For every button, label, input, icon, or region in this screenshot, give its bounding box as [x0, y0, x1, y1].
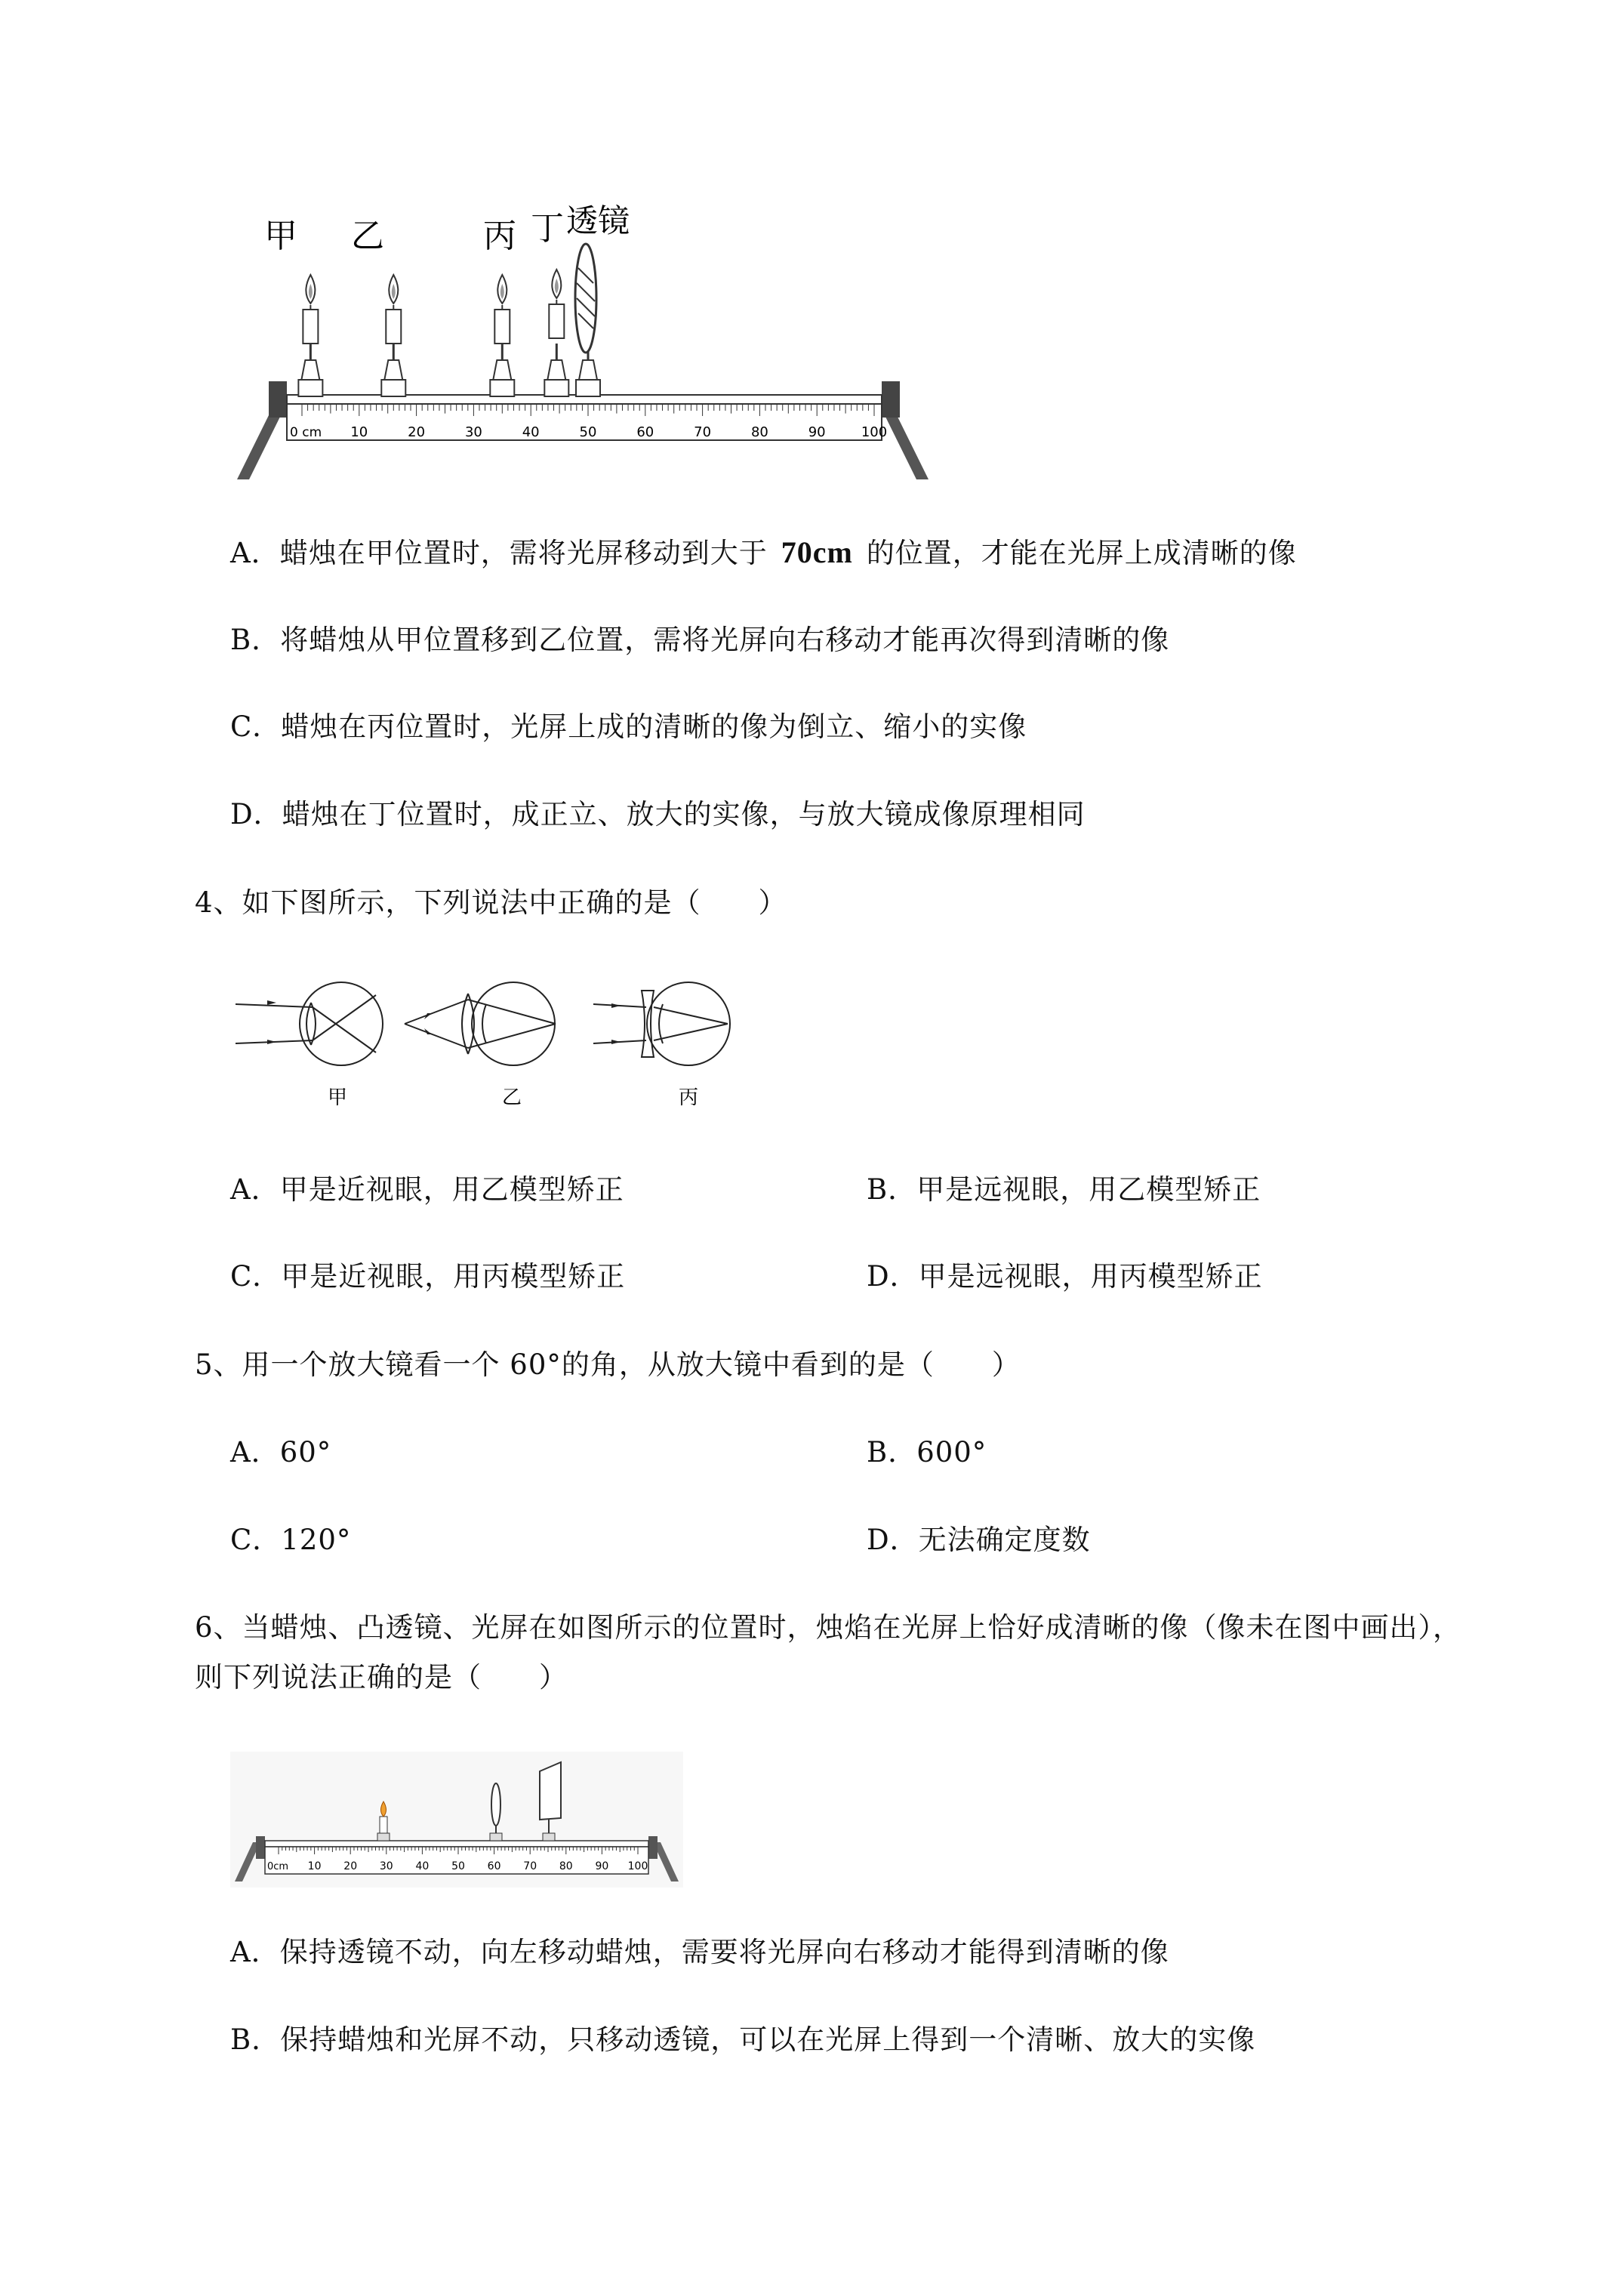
q3-option-a: [230, 535, 1297, 572]
candle-ding: [544, 270, 568, 396]
fig1-tick-label: 50: [579, 424, 597, 440]
option-a-suffix: 的位置，才能在光屏上成清晰的像: [866, 537, 1297, 569]
q4-option-c: C．甲是近视眼，用丙模型矫正: [230, 1260, 626, 1293]
fig2-tick-label: 80: [559, 1860, 573, 1872]
q6-stem-line1: 6、当蜡烛、凸透镜、光屏在如图所示的位置时，烛焰在光屏上恰好成清晰的像（像未在图中画出），: [195, 1611, 1462, 1644]
option-a-value: 70cm: [781, 535, 853, 569]
q5-option-a: A．60°: [230, 1436, 332, 1469]
scale-unit-label: 0 cm: [290, 425, 322, 440]
q3-option-c: C．蜡烛在丙位置时，光屏上成的清晰的像为倒立、缩小的实像: [230, 710, 1027, 743]
candle-bing: [490, 275, 514, 396]
fig1-tick-label: 70: [694, 424, 712, 440]
q6-stem-line2: 则下列说法正确的是（ ）: [195, 1661, 568, 1693]
fig1-tick-label: 40: [522, 424, 540, 440]
bench-leg-left: [237, 415, 281, 479]
label-yi: 乙: [351, 217, 384, 255]
q4-option-b: B．甲是远视眼，用乙模型矫正: [867, 1173, 1261, 1206]
bench-end-left: [269, 381, 287, 418]
optical-bench-figure-2: [230, 1752, 683, 1888]
fig2-tick-label: 30: [379, 1860, 393, 1872]
q6-option-b: B．保持蜡烛和光屏不动，只移动透镜，可以在光屏上得到一个清晰、放大的实像: [230, 2023, 1256, 2056]
q4-option-a: A．甲是近视眼，用乙模型矫正: [230, 1173, 624, 1206]
label-jia: 甲: [264, 217, 297, 255]
bench-leg-right: [885, 415, 929, 479]
eye-label-jia: 甲: [327, 1086, 348, 1109]
optical-bench-figure-1: [226, 200, 936, 491]
eye-diagrams-figure: [226, 974, 755, 1117]
fig2-tick-label: 100: [627, 1860, 648, 1872]
q3-option-b: B．将蜡烛从甲位置移到乙位置，需将光屏向右移动才能再次得到清晰的像: [230, 624, 1170, 656]
q5-stem: 5、用一个放大镜看一个 60°的角，从放大镜中看到的是（ ）: [195, 1348, 1021, 1381]
fig2-scale-unit: 0cm: [267, 1861, 289, 1872]
fig1-tick-label: 100: [861, 424, 888, 440]
q6-option-a: A．保持透镜不动，向左移动蜡烛，需要将光屏向右移动才能得到清晰的像: [230, 1936, 1169, 1968]
fig2-tick-label: 70: [523, 1860, 537, 1872]
q5-option-c: C．120°: [230, 1524, 352, 1556]
q5-option-b: B．600°: [867, 1436, 987, 1469]
fig2-tick-label: 90: [595, 1860, 609, 1872]
label-ding: 丁: [531, 209, 564, 248]
fig2-tick-label: 20: [343, 1860, 358, 1872]
fig1-tick-label: 60: [636, 424, 654, 440]
q5-option-d: D．无法确定度数: [867, 1524, 1091, 1556]
q4-option-d: D．甲是远视眼，用丙模型矫正: [867, 1260, 1263, 1293]
fig1-tick-label: 20: [408, 424, 426, 440]
candle-yi: [381, 275, 405, 396]
fig2-tick-label: 50: [451, 1860, 465, 1872]
option-a-prefix: A．蜡烛在甲位置时，需将光屏移动到大于: [230, 537, 768, 569]
fig1-tick-label: 10: [350, 424, 368, 440]
label-bing: 丙: [483, 217, 516, 255]
candle-jia: [298, 275, 322, 396]
fig1-tick-label: 90: [808, 424, 826, 440]
q4-stem: 4、如下图所示，下列说法中正确的是（ ）: [195, 886, 787, 919]
q3-option-d: D．蜡烛在丁位置时，成正立、放大的实像，与放大镜成像原理相同: [230, 798, 1086, 831]
eye-yi: [405, 982, 556, 1065]
fig2-tick-label: 40: [415, 1860, 430, 1872]
eye-jia: [236, 982, 383, 1065]
eye-bing: [593, 982, 730, 1065]
eye-label-yi: 乙: [501, 1086, 522, 1109]
label-lens: 透镜: [565, 202, 630, 239]
lens-holder: [576, 351, 600, 396]
convex-lens: [575, 244, 596, 353]
fig1-tick-label: 30: [464, 424, 482, 440]
bench-end-right: [882, 381, 900, 418]
fig1-tick-label: 80: [750, 424, 768, 440]
fig2-tick-label: 10: [307, 1860, 322, 1872]
eye-label-bing: 丙: [678, 1086, 699, 1109]
fig2-tick-label: 60: [487, 1860, 501, 1872]
